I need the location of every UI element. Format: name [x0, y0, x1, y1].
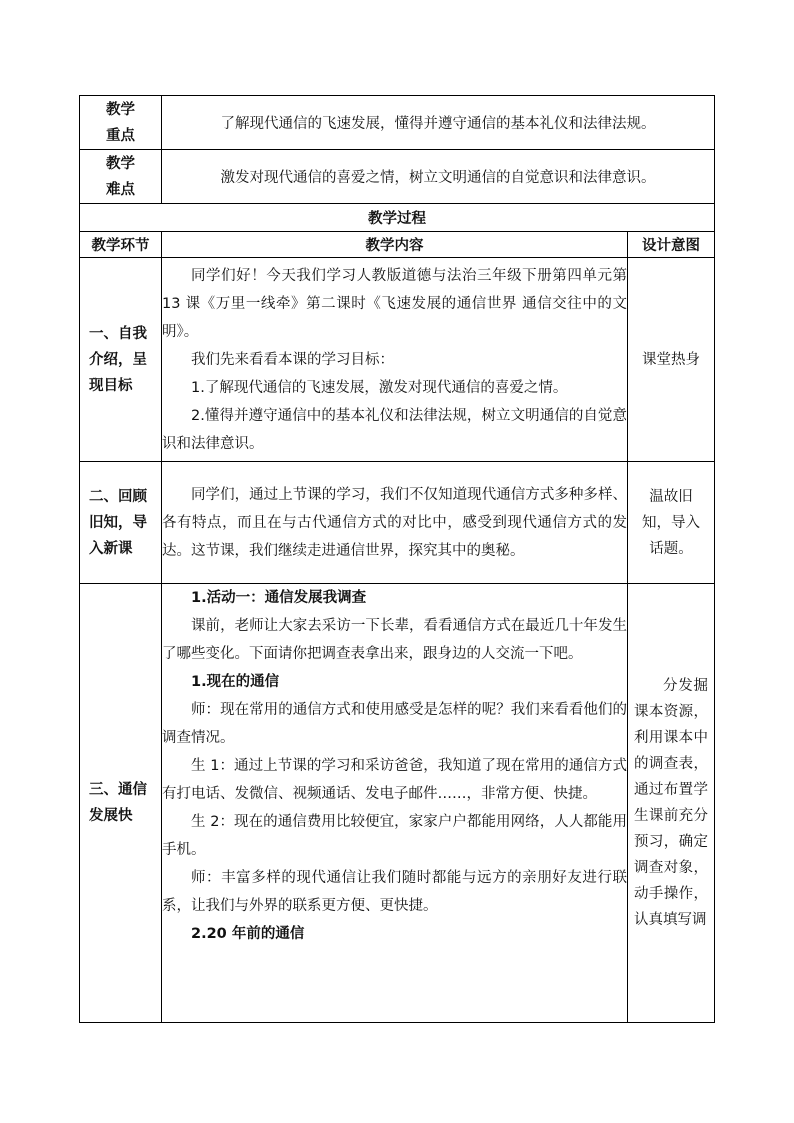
difficulties-label: 教学 难点: [80, 150, 162, 204]
process-title: 教学过程: [80, 204, 715, 232]
content-paragraph: 2.懂得并遵守通信中的基本礼仪和法律法规，树立文明通信的自觉意识和法律意识。: [162, 407, 627, 452]
process-title-row: [80, 204, 715, 232]
section-row: [80, 584, 715, 1023]
content-paragraph: 师：现在常用的通信方式和使用感受是怎样的呢？我们来看看他们的调查情况。: [162, 702, 627, 746]
section-intent: 温故旧 知，导入 话题。: [628, 462, 715, 584]
section-content: [162, 462, 628, 584]
content-paragraph: 同学们，通过上节课的学习，我们不仅知道现代通信方式多种多样、各有特点，而且在与古代通信方式的对比中，感受到现代通信方式的发达。这节课，我们继续走进通信世界，探究其中的奥秘。: [162, 486, 627, 559]
content-paragraph: 1.了解现代通信的飞速发展，激发对现代通信的喜爱之情。: [191, 379, 568, 396]
key-points-row: [80, 96, 715, 150]
section-stage-label: 一、自我 介绍，呈 现目标: [80, 258, 162, 462]
section-row: [80, 462, 715, 584]
column-header-content: 教学内容: [162, 232, 628, 258]
key-points-content: 了解现代通信的飞速发展，懂得并遵守通信的基本礼仪和法律法规。: [162, 96, 715, 150]
section-stage-label: 三、通信 发展快: [80, 584, 162, 1023]
section-content: [162, 584, 628, 1023]
content-paragraph: 生 2：现在的通信费用比较便宜，家家户户都能用网络，人人都能用手机。: [162, 814, 627, 858]
column-header-stage: 教学环节: [80, 232, 162, 258]
key-points-label: 教学 重点: [80, 96, 162, 150]
section-stage-label: 二、回顾 旧知，导 入新课: [80, 462, 162, 584]
section-intent: 分发掘课本资源，利用课本中的调查表，通过布置学生课前充分预习，确定调查对象，动手操作，认真填写调: [628, 584, 715, 1023]
section-row: [80, 258, 715, 462]
content-paragraph: 生 1：通过上节课的学习和采访爸爸，我知道了现在常用的通信方式有打电话、发微信、视频通话、发电子邮件……，非常方便、快捷。: [162, 758, 627, 802]
section-intent: 课堂热身: [628, 258, 715, 462]
column-header-intent: 设计意图: [628, 232, 715, 258]
activity-heading: 1.活动一：通信发展我调查: [191, 590, 367, 606]
section-content: [162, 258, 628, 462]
lesson-plan-table: [79, 95, 715, 1023]
difficulties-row: [80, 150, 715, 204]
content-paragraph: 我们先来看看本课的学习目标：: [191, 351, 394, 368]
content-paragraph: 同学们好！今天我们学习人教版道德与法治三年级下册第四单元第 13 课《万里一线牵》第二课时《飞速发展的通信世界 通信交往中的文明》。: [162, 267, 627, 340]
column-header-row: [80, 232, 715, 258]
content-paragraph: 课前，老师让大家去采访一下长辈，看看通信方式在最近几十年发生了哪些变化。下面请你把调查表拿出来，跟身边的人交流一下吧。: [162, 618, 627, 662]
content-paragraph: 师：丰富多样的现代通信让我们随时都能与远方的亲朋好友进行联系，让我们与外界的联系更方便、更快捷。: [162, 870, 627, 914]
difficulties-content: 激发对现代通信的喜爱之情，树立文明通信的自觉意识和法律意识。: [162, 150, 715, 204]
subsection-heading: 1.现在的通信: [191, 674, 280, 690]
subsection-heading: 2.20 年前的通信: [191, 926, 305, 942]
